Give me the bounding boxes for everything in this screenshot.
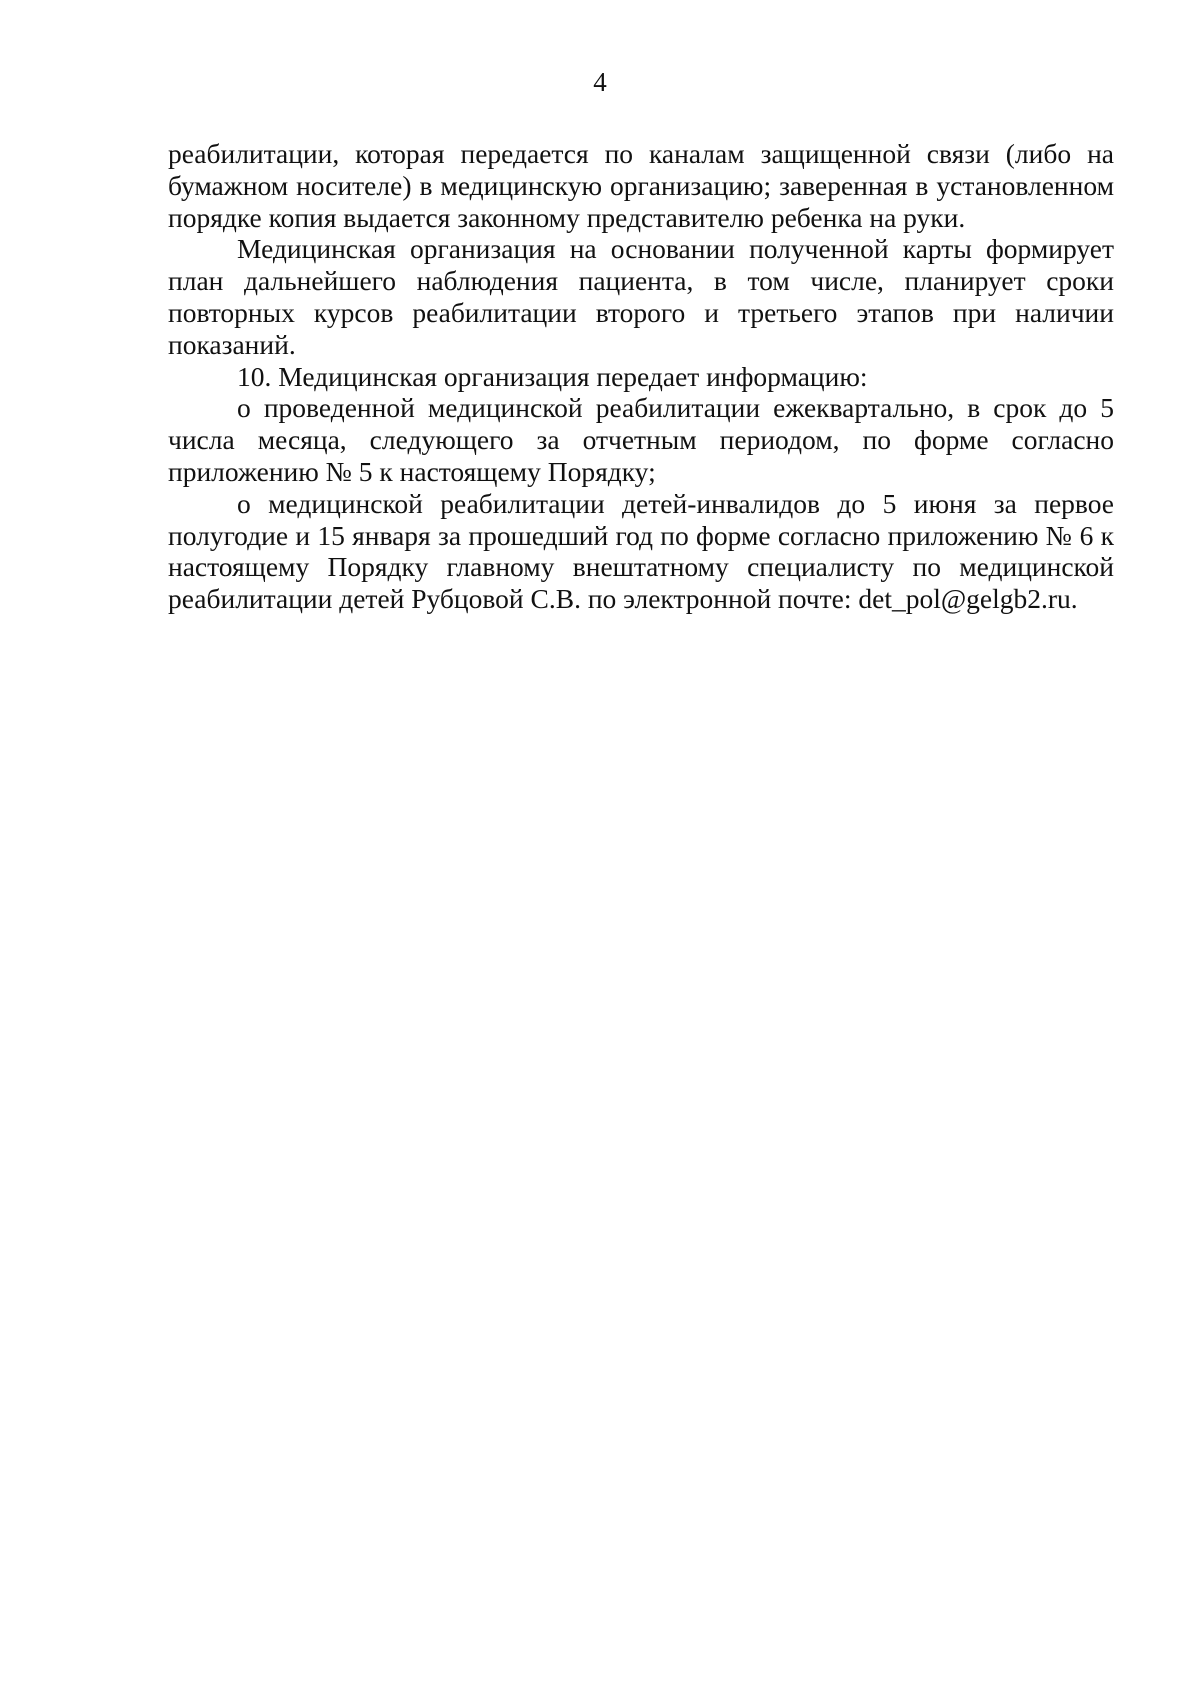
paragraph-disabled-children-report: о медицинской реабилитации детей-инвалидов до 5 июня за первое полугодие и 15 января за прошедший год по форме согласно приложению № 6 к настоящему Порядку главному внештатному специалисту по медицинской реабилитации детей Рубцовой С.В. по электронной почте: det_pol@gelgb2.ru.: [168, 487, 1114, 615]
document-body: [168, 138, 1114, 615]
paragraph-observation-plan: Медицинская организация на основании полученной карты формирует план дальнейшего наблюдения пациента, в том числе, планирует сроки повторных курсов реабилитации второго и третьего этапов при наличии показаний.: [168, 233, 1114, 360]
paragraph-continuation: реабилитации, которая передается по каналам защищенной связи (либо на бумажном носителе) в медицинскую организацию; заверенная в установленном порядке копия выдается законному представителю ребенка на руки.: [168, 138, 1114, 233]
paragraph-item-10: 10. Медицинская организация передает информацию:: [237, 360, 868, 392]
page-number: 4: [593, 67, 607, 97]
paragraph-quarterly-report: о проведенной медицинской реабилитации ежеквартально, в срок до 5 числа месяца, следующего за отчетным периодом, по форме согласно приложению № 5 к настоящему Порядку;: [168, 392, 1114, 487]
